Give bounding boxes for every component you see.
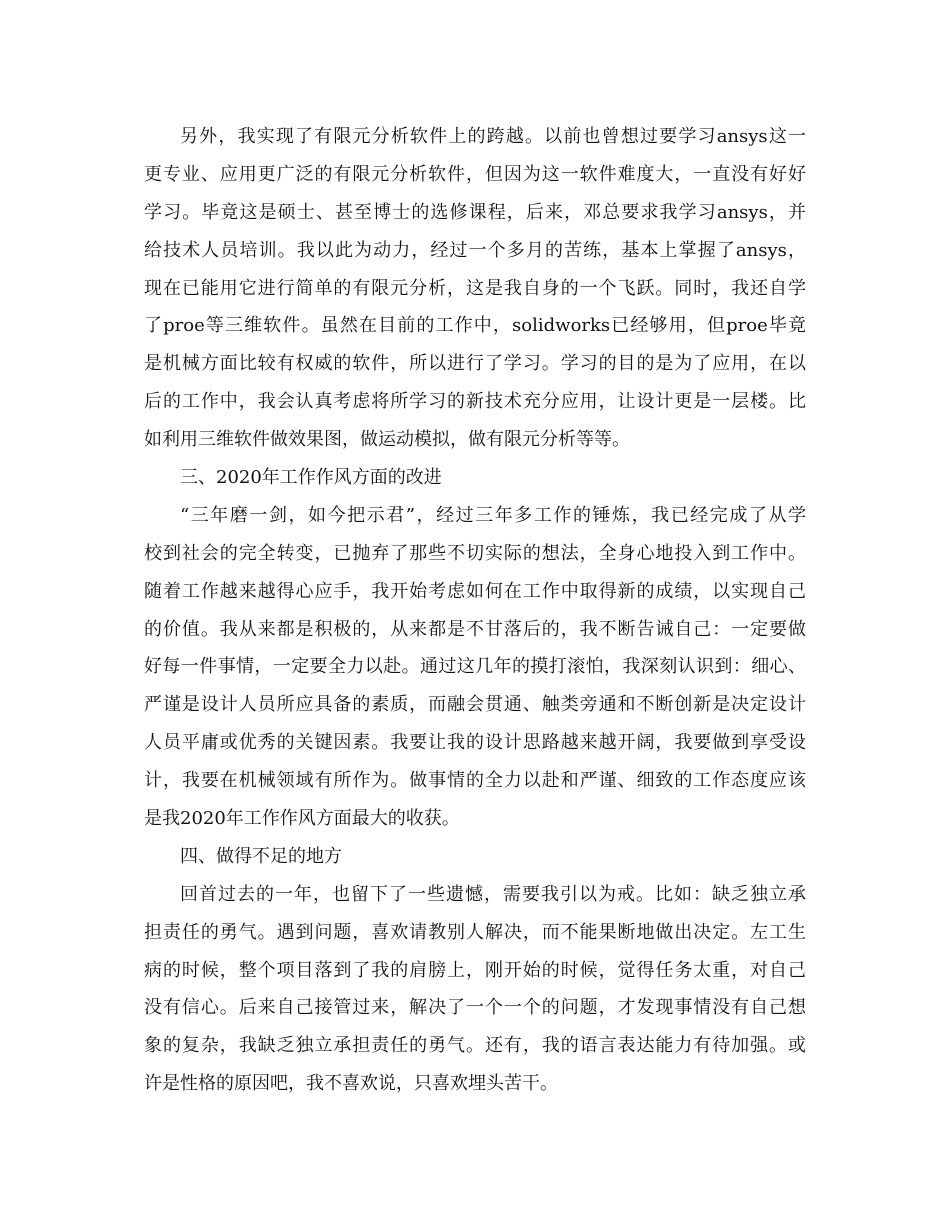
text-line: 给技术人员培训。我以此为动力，经过一个多月的苦练，基本上掌握了ansys， xyxy=(144,239,806,261)
text-line: 现在已能用它进行简单的有限元分析，这是我自身的一个飞跃。同时，我还自学 xyxy=(144,277,806,299)
text-line: “三年磨一剑，如今把示君”，经过三年多工作的锤炼，我已经完成了从学 xyxy=(180,504,806,526)
text-line: 的价值。我从来都是积极的，从来都是不甘落后的，我不断告诫自己：一定要做 xyxy=(144,618,806,640)
text-line: 象的复杂，我缺乏独立承担责任的勇气。还有，我的语言表达能力有待加强。或 xyxy=(144,1035,806,1057)
text-line: 如利用三维软件做效果图，做运动模拟，做有限元分析等等。 xyxy=(144,429,630,451)
text-line: 学习。毕竟这是硕士、甚至博士的选修课程，后来，邓总要求我学习ansys，并 xyxy=(144,201,806,223)
text-line: 校到社会的完全转变，已抛弃了那些不切实际的想法，全身心地投入到工作中。 xyxy=(144,542,806,564)
text-line: 回首过去的一年，也留下了一些遗憾，需要我引以为戒。比如：缺乏独立承 xyxy=(180,883,806,905)
text-line: 担责任的勇气。遇到问题，喜欢请教别人解决，而不能果断地做出决定。左工生 xyxy=(144,921,806,943)
text-line: 病的时候，整个项目落到了我的肩膀上，刚开始的时候，觉得任务太重，对自己 xyxy=(144,959,806,981)
text-line: 随着工作越来越得心应手，我开始考虑如何在工作中取得新的成绩，以实现自己 xyxy=(144,580,806,602)
text-line: 后的工作中，我会认真考虑将所学习的新技术充分应用，让设计更是一层楼。比 xyxy=(144,391,806,413)
section-heading: 三、2020年工作作风方面的改进 xyxy=(180,467,442,489)
text-line: 是机械方面比较有权威的软件，所以进行了学习。学习的目的是为了应用，在以 xyxy=(144,353,806,375)
text-line: 计，我要在机械领域有所作为。做事情的全力以赴和严谨、细致的工作态度应该 xyxy=(144,770,806,792)
text-line: 另外，我实现了有限元分析软件上的跨越。以前也曾想过要学习ansys这一 xyxy=(180,126,806,147)
text-line: 没有信心。后来自己接管过来，解决了一个一个的问题，才发现事情没有自己想 xyxy=(144,997,806,1019)
text-line: 了proe等三维软件。虽然在目前的工作中，solidworks已经够用，但proe毕竟 xyxy=(144,315,806,337)
text-line: 许是性格的原因吧，我不喜欢说，只喜欢埋头苦干。 xyxy=(144,1073,558,1095)
document-body xyxy=(144,118,806,1103)
text-line: 严谨是设计人员所应具备的素质，而融会贯通、触类旁通和不断创新是决定设计 xyxy=(144,694,806,716)
text-line: 好每一件事情，一定要全力以赴。通过这几年的摸打滚怕，我深刻认识到：细心、 xyxy=(144,656,806,678)
section-heading: 四、做得不足的地方 xyxy=(180,845,342,867)
text-line: 人员平庸或优秀的关键因素。我要让我的设计思路越来越开阔，我要做到享受设 xyxy=(144,732,806,754)
text-line: 更专业、应用更广泛的有限元分析软件，但因为这一软件难度大，一直没有好好 xyxy=(144,163,806,185)
text-line: 是我2020年工作作风方面最大的收获。 xyxy=(144,808,460,830)
